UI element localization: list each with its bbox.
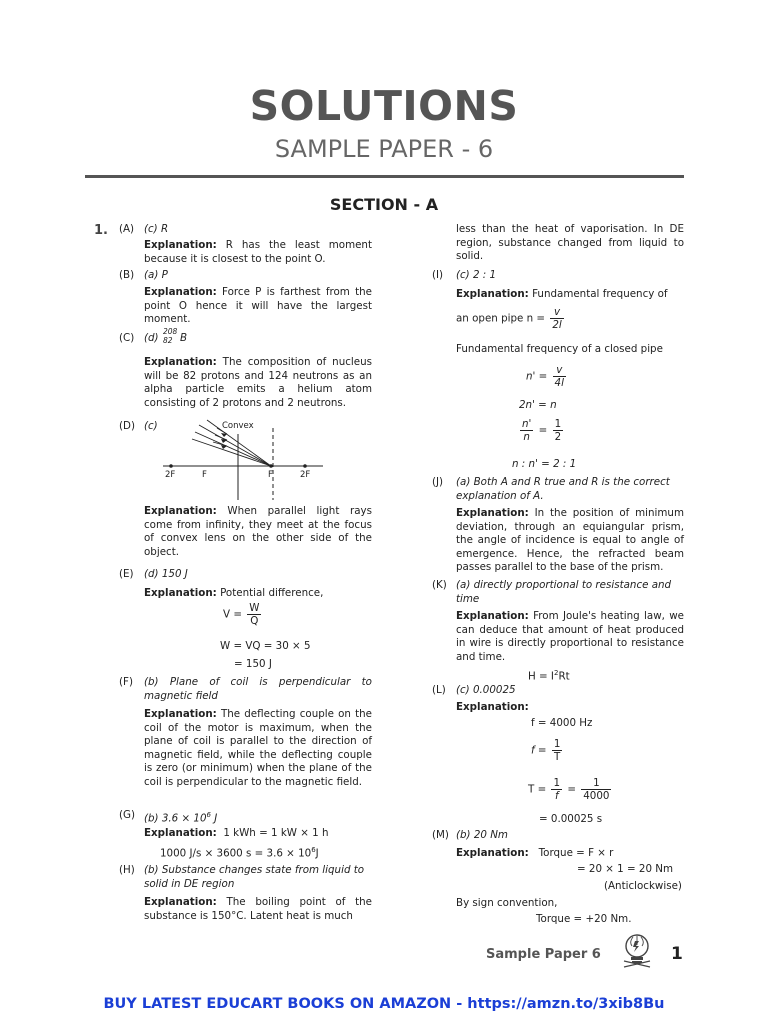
equation-part: Rt: [558, 670, 570, 683]
ray-arrowheads: [221, 433, 227, 449]
fraction: [553, 418, 564, 443]
convex-lens-ray-diagram: [155, 414, 330, 504]
explanation-heading: Explanation:: [144, 708, 217, 720]
equals-sign: =: [567, 783, 576, 796]
nuclide-atomic-number: 82: [163, 336, 173, 345]
explanation-e: [144, 587, 372, 601]
answer-g: [144, 809, 217, 826]
focus-point-2f-right: [303, 464, 307, 468]
explanation-text: R has the least moment because it is closest to the point O.: [144, 239, 372, 265]
equation-m5: Torque = +20 Nm.: [536, 913, 632, 925]
answer-i: (c) 2 : 1: [456, 269, 497, 281]
explanation-heading: Explanation:: [144, 356, 217, 368]
numerator: 1: [553, 777, 561, 789]
closed-pipe-text: Fundamental frequency of a closed pipe: [456, 343, 663, 355]
numerator: 1: [554, 418, 562, 430]
item-label-h: (H): [119, 864, 135, 876]
explanation-heading: Explanation:: [456, 507, 529, 519]
item-label-d: (D): [119, 420, 135, 432]
explanation-text: The deflecting couple on the coil of the motor is maximum, when the plane of coil is parallel to the direction of magnetic field, while the deflecting couple is zero (or minimum) when the plane of the coil is perpendicular to the magnetic field.: [144, 708, 373, 788]
numerator: W: [249, 602, 260, 614]
explanation-heading: Explanation:: [144, 505, 217, 517]
page-title: SOLUTIONS: [249, 82, 519, 130]
nuclide-symbol: B: [180, 332, 188, 344]
equation-m3: (Anticlockwise): [604, 880, 682, 892]
item-label-g: (G): [119, 809, 136, 821]
denominator: 2: [554, 431, 562, 443]
explanation-heading: Explanation:: [144, 827, 217, 839]
fraction: [247, 602, 261, 627]
answer-j: (a) Both A and R true and R is the correct explanation of A.: [456, 476, 670, 502]
answer-e: (d) 150 J: [144, 568, 188, 580]
explanation-text: When parallel light rays come from infinity, they meet at the focus of convex lens on the other side of the object.: [144, 505, 372, 558]
axis-label-f-left: F: [202, 470, 207, 480]
item-label-b: (B): [119, 269, 135, 281]
axis-label-2f-right: 2F: [300, 470, 311, 480]
item-label-k: (K): [432, 579, 447, 591]
item-label-f: (F): [119, 676, 133, 688]
equation-l2: [531, 738, 564, 763]
explanation-l-heading: Explanation:: [456, 701, 529, 713]
explanation-m: [456, 847, 613, 861]
equation-i-closed-pipe: [526, 364, 568, 389]
equation-exponent: 2: [553, 669, 559, 677]
item-label-c: (C): [119, 332, 135, 344]
explanation-f: [144, 708, 372, 790]
nuclide-mass-number: 208: [163, 327, 178, 336]
fraction: [581, 777, 611, 802]
numerator: v: [550, 306, 563, 319]
answer-k: (a) directly proportional to resistance and time: [456, 579, 672, 605]
fraction: [550, 306, 563, 331]
section-heading: SECTION - A: [329, 195, 439, 214]
item-label-j: (J): [432, 476, 444, 488]
equation-l3: [528, 777, 613, 802]
lens-label: Convex: [222, 421, 254, 431]
item-label-l: (L): [432, 684, 446, 696]
explanation-text: Potential difference,: [220, 587, 324, 599]
explanation-j: [456, 507, 684, 575]
explanation-text: Fundamental frequency of: [532, 288, 668, 300]
focus-point-2f-left: [169, 464, 173, 468]
answer-exponent: 6: [206, 811, 211, 819]
numerator: 1: [553, 738, 561, 750]
equation-k-joule: [528, 667, 570, 684]
item-label-a: (A): [119, 223, 135, 235]
explanation-heading: Explanation:: [456, 610, 529, 622]
explanation-text: In the position of minimum deviation, through an equiangular prism, the angle of incidence is equal to angle of emergence. Hence, the refracted beam passes parallel to the base of the prism.: [456, 507, 684, 574]
numerator: v: [553, 364, 566, 377]
question-number: 1.: [94, 223, 108, 238]
equation-i-open-pipe: [456, 306, 566, 331]
fraction: [551, 777, 562, 802]
equation-i-ratio: n : n' = 2 : 1: [512, 458, 577, 470]
denominator: Q: [250, 615, 259, 627]
explanation-c: [144, 356, 372, 410]
explanation-text: The boiling point of the substance is 150°C. Latent heat is much: [144, 896, 372, 922]
denominator: f: [554, 790, 559, 802]
equation-lhs: n' =: [526, 370, 548, 383]
explanation-text: The composition of nucleus will be 82 protons and 124 neutrons as an alpha particle emits a helium atom consisting of 2 protons and 2 neutrons.: [144, 356, 372, 409]
equation-e3: = 150 J: [234, 658, 272, 670]
equation-lhs: T =: [528, 783, 547, 796]
explanation-text: Torque = F × r: [538, 847, 614, 859]
denominator: 2l: [552, 319, 562, 331]
equation-e1: [223, 602, 263, 627]
explanation-k: [456, 610, 684, 664]
answer-a: (c) R: [144, 223, 169, 235]
answer-b: (a) P: [144, 269, 168, 281]
answer-h: (b) Substance changes state from liquid to solid in DE region: [144, 864, 365, 890]
answer-m: (b) 20 Nm: [456, 829, 508, 841]
footer-paper-label: Sample Paper 6: [486, 947, 601, 962]
explanation-text: Force P is farthest from the point O hence it will have the largest moment.: [144, 286, 372, 326]
explanation-d: [144, 505, 372, 559]
equation-part: H = I: [528, 670, 554, 683]
denominator: n: [523, 431, 530, 443]
fraction: [520, 418, 533, 443]
answer-f: (b) Plane of coil is perpendicular to magnetic field: [144, 676, 372, 702]
item-label-m: (M): [432, 829, 449, 841]
denominator: 4000: [583, 790, 610, 802]
numerator: n': [522, 418, 532, 430]
explanation-b: [144, 286, 372, 327]
explanation-heading: Explanation:: [144, 896, 217, 908]
answer-l: (c) 0.00025: [456, 684, 516, 696]
title-divider: [85, 175, 684, 178]
denominator: T: [553, 751, 561, 763]
equation-g2: [160, 844, 319, 861]
denominator: 4l: [554, 377, 564, 389]
answer-base: (b) 3.6 × 10: [144, 812, 207, 825]
answer-d: (c): [144, 420, 158, 432]
page-subtitle: SAMPLE PAPER - 6: [274, 135, 494, 163]
equation-lhs: an open pipe n =: [456, 312, 546, 325]
numerator: 1: [581, 777, 611, 790]
answer-c: (d): [144, 332, 159, 344]
equals-sign: =: [538, 424, 548, 437]
explanation-heading: Explanation:: [456, 847, 529, 859]
equation-e2: W = VQ = 30 × 5: [220, 640, 311, 652]
fraction: [552, 738, 563, 763]
equation-base: 1000 J/s × 3600 s = 3.6 × 10: [160, 847, 312, 860]
explanation-g: [144, 827, 329, 841]
explanation-heading: Explanation:: [144, 286, 217, 298]
item-label-i: (I): [432, 269, 444, 281]
explanation-h-continued: less than the heat of vaporisation. In DE region, substance changed from liquid to solid.: [456, 223, 684, 263]
explanation-text: From Joule's heating law, we can deduce that amount of heat produced in wire is directly proportional to resistance and time.: [456, 610, 684, 663]
explanation-h: [144, 896, 372, 923]
explanation-heading: Explanation:: [456, 288, 529, 300]
equation-m4: By sign convention,: [456, 897, 558, 909]
fraction: [553, 364, 566, 389]
equation-m2: = 20 × 1 = 20 Nm: [577, 863, 674, 875]
page-number: 1: [671, 944, 683, 964]
equation-exponent: 6: [311, 846, 316, 854]
explanation-heading: Explanation:: [144, 587, 217, 599]
item-label-e: (E): [119, 568, 134, 580]
explanation-a: [144, 239, 372, 266]
equation-i-2: 2n' = n: [519, 399, 557, 411]
equation-lhs: f =: [531, 744, 547, 757]
equation-l4: = 0.00025 s: [539, 813, 603, 825]
equation-l1: f = 4000 Hz: [531, 717, 593, 729]
axis-label-f-right: F: [268, 470, 273, 480]
answer-unit: J: [214, 812, 218, 825]
equation-unit: J: [315, 847, 319, 860]
explanation-i: [456, 288, 684, 302]
equation-lhs: V =: [223, 608, 242, 621]
explanation-heading: Explanation:: [144, 239, 217, 251]
promo-banner[interactable]: BUY LATEST EDUCART BOOKS ON AMAZON - https://amzn.to/3xib8Bu: [103, 996, 665, 1012]
lightbulb-brain-logo-icon: [621, 933, 653, 969]
equation-i-3: [518, 418, 565, 443]
axis-label-2f-left: 2F: [165, 470, 176, 480]
explanation-text: 1 kWh = 1 kW × 1 h: [223, 827, 329, 839]
